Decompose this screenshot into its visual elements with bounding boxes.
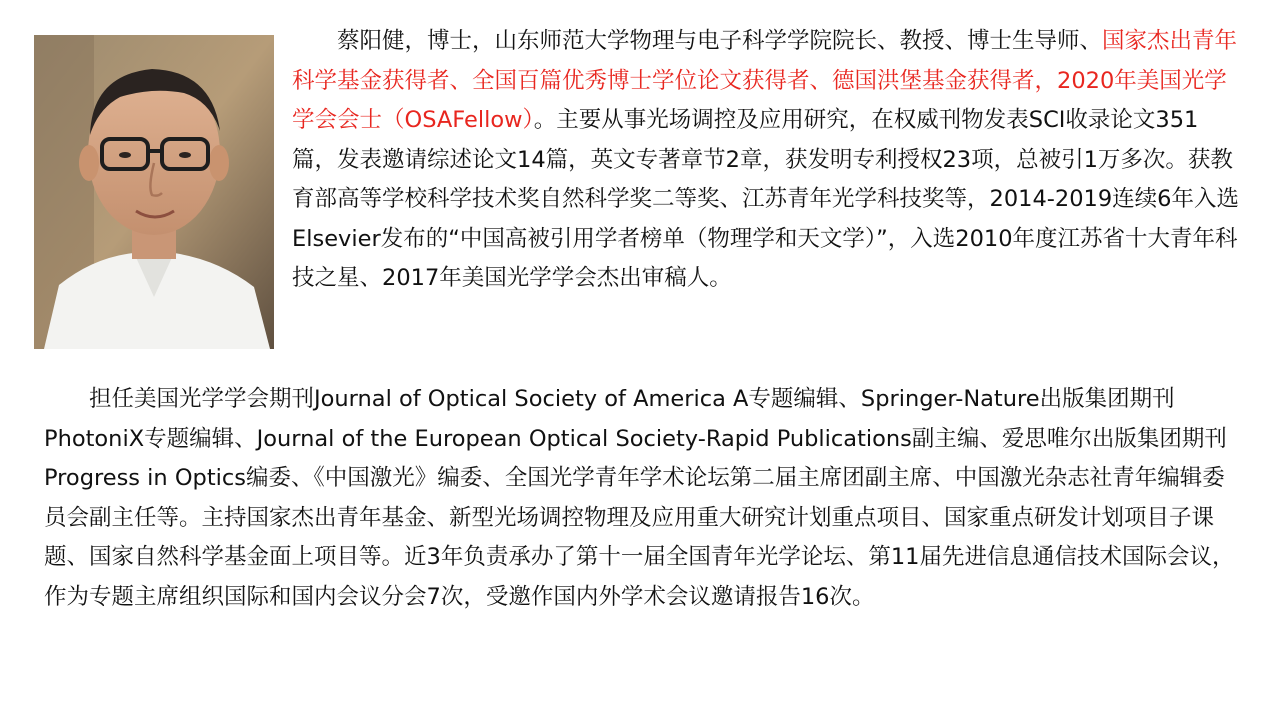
portrait-icon — [34, 35, 274, 349]
bio-intro: 蔡阳健，博士，山东师范大学物理与电子科学学院院长、教授、博士生导师、 — [337, 28, 1103, 54]
bio-intro-paragraph — [292, 22, 1242, 299]
bio-service-paragraph: 担任美国光学学会期刊Journal of Optical Society of America A专题编辑、Springer-Nature出版集团期刊PhotoniX专题编辑、Journal of the European Optical Society-Rapid Publications副主编、爱思唯尔出版集团期刊Progress in Optics编委、《中国激光》编委、全国光学青年学术论坛第二届主席团副主席、中国激光杂志社青年编辑委员会副主任等。主持国家杰出青年基金、新型光场调控物理及应用重大研究计划重点项目、国家重点研发计划项目子课题、国家自然科学基金面上项目等。近3年负责承办了第十一届全国青年光学论坛、第11届先进信息通信技术国际会议，作为专题主席组织国际和国内会议分会7次，受邀作国内外学术会议邀请报告16次。 — [44, 386, 1235, 610]
bio-honors: 国家杰出青年科学基金获得者、全国百篇优秀博士学位论文获得者、德国洪堡基金获得者，2020年美国光学学会会士（OSAFellow） — [292, 28, 1238, 133]
bio-research: 。主要从事光场调控及应用研究，在权威刊物发表SCI收录论文351篇，发表邀请综述论文14篇，英文专著章节2章，获发明专利授权23项，总被引1万多次。获教育部高等学校科学技术奖自然科学奖二等奖、江苏青年光学科技奖等，2014-2019连续6年入选Elsevier发布的“中国高被引用学者榜单（物理学和天文学）”，入选2010年度江苏省十大青年科技之星、2017年美国光学学会杰出审稿人。 — [292, 107, 1239, 291]
portrait-photo — [34, 35, 274, 349]
